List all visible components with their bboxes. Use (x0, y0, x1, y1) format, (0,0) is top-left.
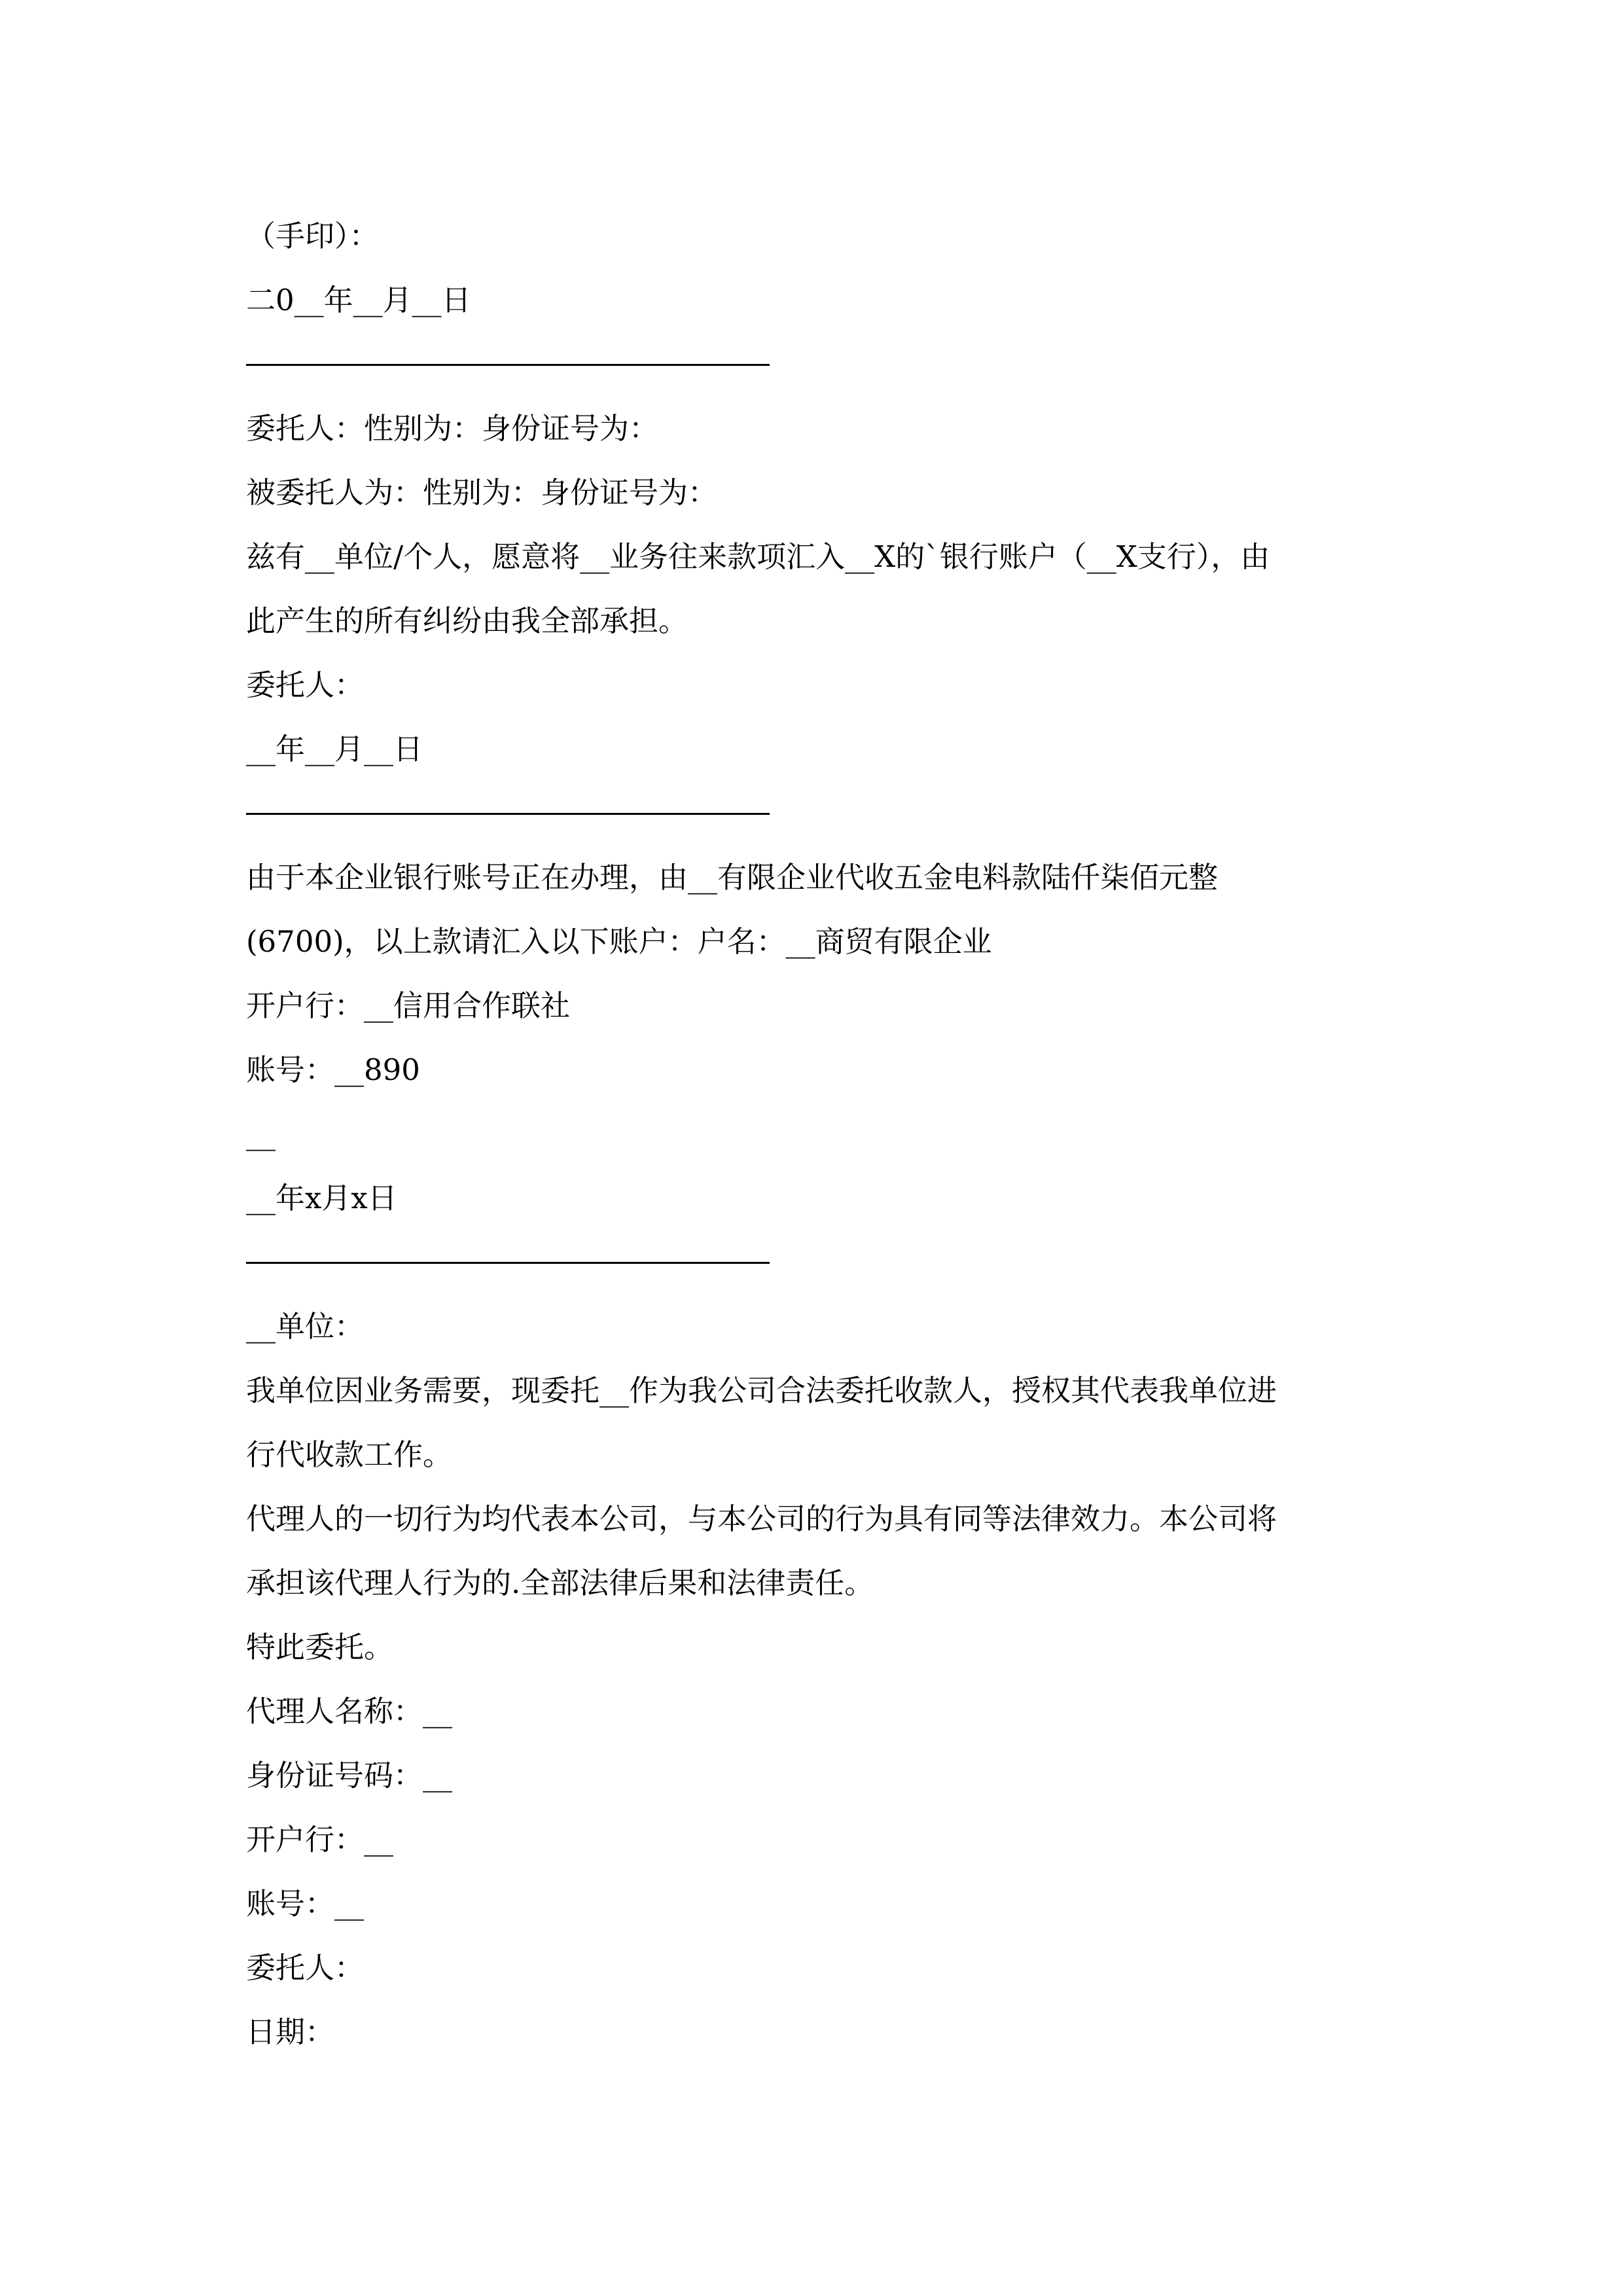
agent-info-line: 被委托人为：性别为：身份证号为： (246, 475, 718, 510)
date-line-1: 二0__年__月__日 (246, 283, 471, 317)
collection-paragraph-line-2: (6700)，以上款请汇入以下账户：户名：__商贸有限企业 (246, 924, 992, 959)
id-number-field: 身份证号码：__ (246, 1758, 453, 1793)
section-divider-2 (246, 781, 1398, 846)
addressee-line: __单位： (246, 1309, 365, 1344)
date-field: 日期： (246, 2015, 335, 2049)
account-number-line: 账号：__890 (246, 1052, 420, 1087)
bank-field: 开户行：__ (246, 1822, 394, 1857)
authorization-paragraph-line-1: 兹有__单位/个人，愿意将__业务往来款项汇入__X的`银行账户（__X支行），由 (246, 539, 1270, 574)
section-divider-1 (246, 332, 1398, 397)
entrust-paragraph-line-2: 行代收款工作。 (246, 1437, 453, 1472)
authorization-paragraph-line-2: 此产生的所有纠纷由我全部承担。 (246, 603, 688, 638)
blank-signature-line: __ (246, 1117, 276, 1151)
principal-signature-label: 委托人： (246, 668, 365, 702)
closing-line: 特此委托。 (246, 1630, 394, 1664)
account-field: 账号：__ (246, 1886, 365, 1921)
entrust-paragraph-line-1: 我单位因业务需要，现委托__作为我公司合法委托收款人，授权其代表我单位进 (246, 1373, 1277, 1408)
principal-info-line: 委托人：性别为：身份证号为： (246, 411, 659, 446)
date-line-2: __年__月__日 (246, 732, 423, 766)
principal-field: 委托人： (246, 1950, 365, 1985)
section-divider-3 (246, 1230, 1398, 1295)
bank-name-line: 开户行：__信用合作联社 (246, 988, 571, 1023)
date-line-3: __年x月x日 (246, 1181, 397, 1215)
liability-paragraph-line-2: 承担该代理人行为的.全部法律后果和法律责任。 (246, 1566, 874, 1600)
collection-paragraph-line-1: 由于本企业银行账号正在办理，由__有限企业代收五金电料款陆仟柒佰元整 (246, 860, 1219, 895)
agent-name-field: 代理人名称：__ (246, 1694, 453, 1729)
liability-paragraph-line-1: 代理人的一切行为均代表本公司，与本公司的行为具有同等法律效力。本公司将 (246, 1501, 1277, 1536)
handprint-label: （手印）： (246, 219, 379, 253)
document-body (246, 204, 1398, 2064)
